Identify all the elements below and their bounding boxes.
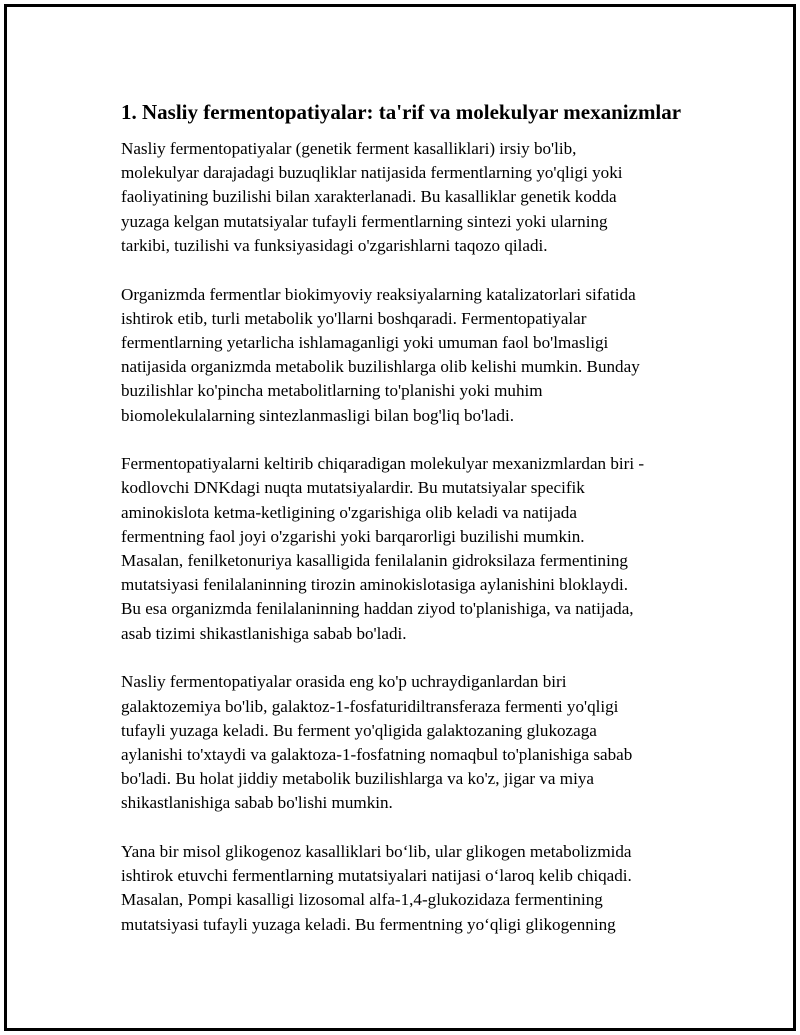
text-line: mutatsiyasi tufayli yuzaga keladi. Bu fermentning yo‘qligi glikogenning — [121, 914, 616, 934]
text-line: tarkibi, tuzilishi va funksiyasidagi o'zgarishlarni taqozo qiladi. — [121, 235, 548, 255]
text-line: Bu esa organizmda fenilalaninning haddan ziyod to'planishiga, va natijada, — [121, 599, 634, 619]
paragraph-5 — [121, 840, 691, 937]
text-line: Masalan, Pompi kasalligi lizosomal alfa-1,4-glukozidaza fermentining — [121, 890, 603, 910]
text-line: biomolekulalarning sintezlanmasligi bilan bog'liq bo'ladi. — [121, 405, 515, 425]
document-body — [121, 97, 691, 961]
text-line: kodlovchi DNKdagi nuqta mutatsiyalardir. Bu mutatsiyalar specifik — [121, 478, 585, 498]
text-line: fermentning faol joyi o'zgarishi yoki barqarorligi buzilishi mumkin. — [121, 526, 585, 546]
text-line: Organizmda fermentlar biokimyoviy reaksiyalarning katalizatorlari sifatida — [121, 284, 636, 304]
section-heading: 1. Nasliy fermentopatiyalar: ta'rif va molekulyar mexanizmlar — [121, 100, 682, 124]
text-line: Nasliy fermentopatiyalar (genetik ferment kasalliklari) irsiy bo'lib, — [121, 139, 577, 158]
text-line: bo'ladi. Bu holat jiddiy metabolik buzilishlarga va ko'z, jigar va miya — [121, 769, 594, 789]
text-line: molekulyar darajadagi buzuqliklar natijasida fermentlarning yo'qligi yoki — [121, 163, 623, 183]
text-line: tufayli yuzaga keladi. Bu ferment yo'qligida galaktozaning glukozaga — [121, 720, 597, 740]
text-line: ishtirok etuvchi fermentlarning mutatsiyalari natijasi o‘laroq kelib chiqadi. — [121, 866, 632, 886]
text-line: natijasida organizmda metabolik buzilishlarga olib kelishi mumkin. Bunday — [121, 357, 640, 377]
text-line: Masalan, fenilketonuriya kasalligida fenilalanin gidroksilaza fermentining — [121, 551, 628, 571]
text-line: mutatsiyasi fenilalaninning tirozin aminokislotasiga aylanishini bloklaydi. — [121, 575, 629, 595]
text-line: asab tizimi shikastlanishiga sabab bo'ladi. — [121, 623, 407, 643]
text-line: galaktozemiya bo'lib, galaktoz-1-fosfaturidiltransferaza fermenti yo'qligi — [121, 696, 619, 716]
text-line: Yana bir misol glikogenoz kasalliklari bo‘lib, ular glikogen metabolizmida — [121, 842, 632, 862]
text-line: ishtirok etib, turli metabolik yo'llarni boshqaradi. Fermentopatiyalar — [121, 308, 587, 328]
page-frame — [4, 4, 796, 1031]
text-line: aylanishi to'xtaydi va galaktoza-1-fosfatning nomaqbul to'planishiga sabab — [121, 744, 633, 764]
paragraph-2 — [121, 283, 691, 428]
paragraph-1 — [121, 137, 691, 258]
text-line: faoliyatining buzilishi bilan xarakterlanadi. Bu kasalliklar genetik kodda — [121, 187, 617, 207]
text-line: aminokislota ketma-ketligining o'zgarishiga olib keladi va natijada — [121, 502, 577, 522]
paragraph-4 — [121, 670, 691, 815]
text-line: yuzaga kelgan mutatsiyalar tufayli fermentlarning sintezi yoki ularning — [121, 211, 608, 231]
text-line: Fermentopatiyalarni keltirib chiqaradigan molekulyar mexanizmlardan biri - — [121, 454, 645, 474]
text-line: buzilishlar ko'pincha metabolitlarning to'planishi yoki muhim — [121, 381, 543, 401]
text-line: Nasliy fermentopatiyalar orasida eng ko'p uchraydiganlardan biri — [121, 672, 567, 692]
text-line: shikastlanishiga sabab bo'lishi mumkin. — [121, 793, 393, 813]
text-line: fermentlarning yetarlicha ishlamaganligi yoki umuman faol bo'lmasligi — [121, 332, 609, 352]
paragraph-3 — [121, 452, 691, 646]
